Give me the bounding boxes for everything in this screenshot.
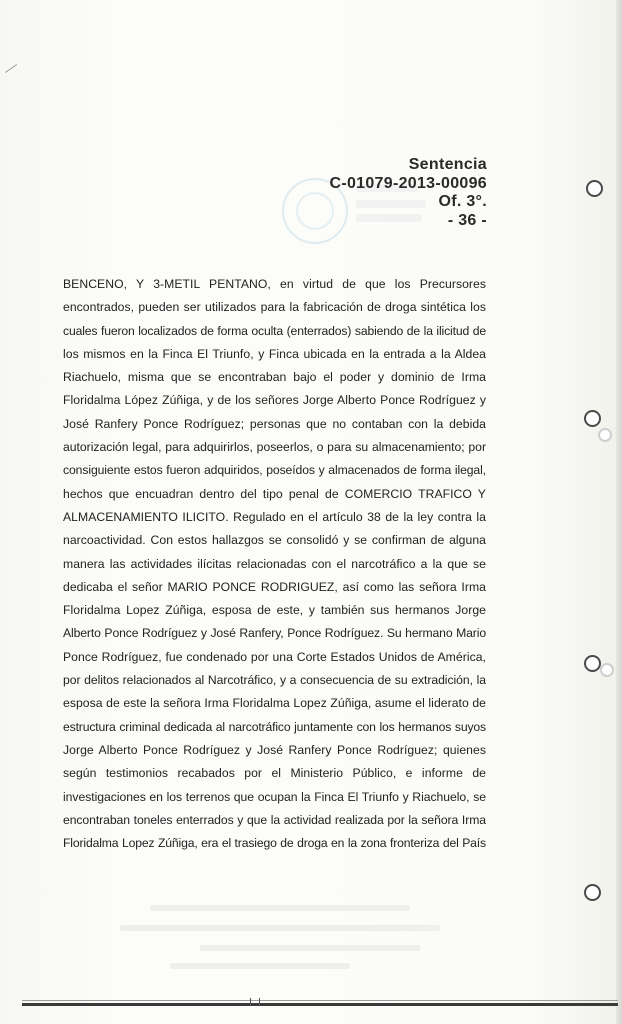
- body-line: manera las actividades ilícitas relacionadas con el narcotráfico a la que se: [63, 556, 486, 571]
- bottom-border: [22, 1003, 618, 1006]
- body-line: los mismos en la Finca El Triunfo, y Finca ubicada en la entrada a la Aldea: [63, 346, 486, 361]
- punch-hole-icon: [586, 180, 603, 197]
- body-line: Floridalma Lopez Zúñiga, era el trasiego de droga en la zona fronteriza del País: [63, 836, 486, 851]
- body-line: esposa de este la señora Irma Floridalma Lopez Zúñiga, asume el liderato de: [63, 696, 486, 711]
- page-number: - 36 -: [447, 211, 487, 229]
- body-paragraph: [63, 273, 486, 855]
- body-line: ALMACENAMIENTO ILICITO. Regulado en el artículo 38 de la ley contra la: [63, 509, 486, 524]
- punch-hole-icon: [584, 410, 601, 427]
- punch-hole-icon: [584, 655, 601, 672]
- bleedthrough-line: [170, 963, 350, 969]
- body-line: encontrados, pueden ser utilizados para la fabricación de droga sintética los: [63, 300, 486, 315]
- body-line: BENCENO, Y 3-METIL PENTANO, en virtud de que los Precursores: [63, 277, 486, 291]
- case-number: C-01079-2013-00096: [329, 174, 487, 192]
- body-line: narcoactividad. Con estos hallazgos se consolidó y se confirman de alguna: [63, 533, 486, 548]
- body-line: Alberto Ponce Rodríguez y José Ranfery, Ponce Rodríguez. Su hermano Mario: [63, 626, 486, 641]
- header-title: Sentencia: [408, 156, 487, 173]
- body-line: investigaciones en los terrenos que ocupan la Finca El Triunfo y Riachuelo, se: [63, 789, 486, 804]
- body-line: dedicaba el señor MARIO PONCE RODRIGUEZ, así como las señora Irma: [63, 579, 486, 594]
- body-line: José Ranfery Ponce Rodríguez; personas que no contaban con la debida: [63, 416, 486, 431]
- body-line: estructura criminal dedicada al narcotráfico juntamente con los hermanos suyos: [63, 719, 486, 734]
- body-line: por delitos relacionados al Narcotráfico, y a consecuencia de su extradición, la: [63, 673, 486, 688]
- body-line: cuales fueron localizados de forma oculta (enterrados) sabiendo de la ilicitud de: [63, 323, 486, 338]
- sentence-header: [329, 156, 487, 230]
- body-line: Jorge Alberto Ponce Rodríguez y José Ranfery Ponce Rodríguez; quienes: [63, 742, 486, 757]
- bleedthrough-line: [200, 945, 420, 951]
- body-line: Floridalma Lopez Zúñiga, esposa de este, y también sus hermanos Jorge: [63, 603, 486, 618]
- punch-hole-shadow-icon: [600, 663, 614, 677]
- body-line: autorización legal, para adquirirlos, poseerlos, o para su almacenamiento; por: [63, 440, 486, 455]
- punch-hole-icon: [584, 884, 601, 901]
- bottom-border-tick: [250, 998, 260, 1006]
- office-number: Of. 3°.: [438, 193, 487, 210]
- body-line: Ponce Rodríguez, fue condenado por una Corte Estados Unidos de América,: [63, 649, 486, 664]
- body-line: Floridalma López Zúñiga, y de los señores Jorge Alberto Ponce Rodríguez y: [63, 393, 486, 408]
- body-line: hechos que encuadran dentro del tipo penal de COMERCIO TRAFICO Y: [63, 486, 486, 501]
- bottom-border-thin: [22, 1000, 618, 1001]
- body-line: según testimonios recabados por el Ministerio Público, e informe de: [63, 766, 486, 781]
- body-line: consiguiente estos fueron adquiridos, poseídos y almacenados de forma ilegal,: [63, 463, 486, 478]
- body-line: encontraban toneles enterrados y que la actividad realizada por la señora Irma: [63, 812, 486, 827]
- punch-hole-shadow-icon: [598, 428, 612, 442]
- body-line: Riachuelo, misma que se encontraban bajo el poder y dominio de Irma: [63, 370, 486, 385]
- page-edge-shadow: [616, 0, 622, 1024]
- bleedthrough-line: [120, 925, 440, 931]
- bleedthrough-line: [150, 905, 410, 911]
- corner-pencil-mark: [5, 64, 17, 73]
